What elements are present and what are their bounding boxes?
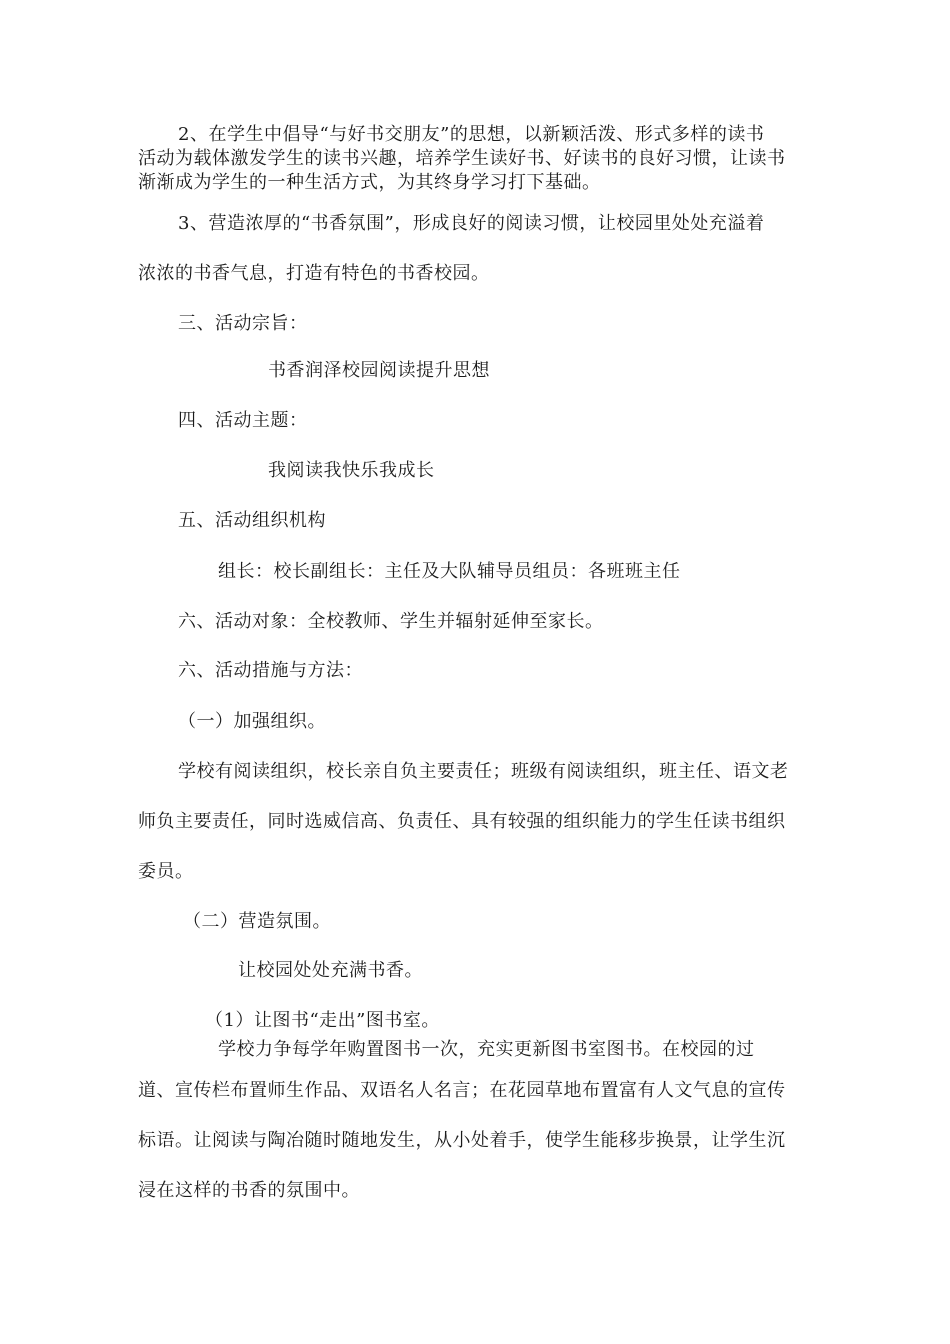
paragraph-line: 渐渐成为学生的一种生活方式，为其终身学习打下基础。: [138, 172, 601, 193]
paragraph-line: 浸在这样的书香的氛围中。: [138, 1180, 360, 1201]
paragraph-line: 浓浓的书香气息，打造有特色的书香校园。: [138, 263, 490, 284]
subsection-heading: （二）营造氛围。: [183, 911, 331, 932]
section-heading: 六、活动对象：全校教师、学生并辐射延伸至家长。: [178, 611, 604, 632]
paragraph-line: 师负主要责任，同时选威信高、负责任、具有较强的组织能力的学生任读书组织: [138, 811, 786, 832]
paragraph-line: 标语。让阅读与陶冶随时随地发生，从小处着手，使学生能移步换景，让学生沉: [138, 1130, 786, 1151]
centered-line: 我阅读我快乐我成长: [268, 460, 435, 481]
section-heading: 三、活动宗旨：: [178, 313, 308, 334]
paragraph-line: 学校力争每学年购置图书一次，充实更新图书室图书。在校园的过: [218, 1039, 755, 1060]
paragraph-line: 让校园处处充满书香。: [238, 960, 423, 981]
subsection-heading: （一）加强组织。: [178, 711, 326, 732]
paragraph-line: 3、营造浓厚的“书香氛围”，形成良好的阅读习惯，让校园里处处充溢着: [178, 213, 765, 234]
paragraph-line: 2、在学生中倡导“与好书交朋友”的思想，以新颖活泼、形式多样的读书: [178, 124, 765, 145]
centered-line: 书香润泽校园阅读提升思想: [268, 360, 490, 381]
paragraph-line: 活动为载体激发学生的读书兴趣，培养学生读好书、好读书的良好习惯，让读书: [138, 148, 786, 169]
section-heading: 六、活动措施与方法：: [178, 660, 363, 681]
paragraph-line: 学校有阅读组织，校长亲自负主要责任；班级有阅读组织，班主任、语文老: [178, 761, 789, 782]
paragraph-line: 委员。: [138, 861, 194, 882]
section-heading: 五、活动组织机构: [178, 510, 326, 531]
subsection-heading: （1）让图书“走出”图书室。: [205, 1010, 440, 1031]
section-heading: 四、活动主题：: [178, 410, 308, 431]
paragraph-line: 道、宣传栏布置师生作品、双语名人名言；在花园草地布置富有人文气息的宣传: [138, 1080, 786, 1101]
paragraph-line: 组长：校长副组长：主任及大队辅导员组员：各班班主任: [218, 561, 681, 582]
